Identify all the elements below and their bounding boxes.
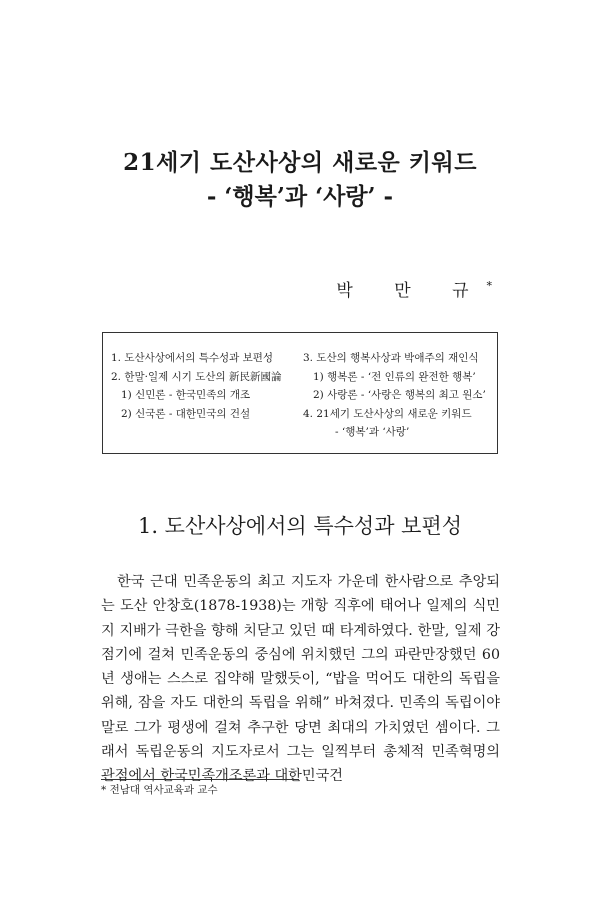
toc-right-column (303, 349, 486, 442)
footnote: * 전남대 역사교육과 교수 (101, 784, 218, 796)
toc-item-4: 4. 21세기 도산사상의 새로운 키워드 (303, 407, 472, 420)
paper-title: 21세기 도산사상의 새로운 키워드 (123, 149, 477, 176)
toc-item-2-1: 1) 신민론 - 한국민족의 개조 (121, 389, 251, 401)
author (336, 276, 492, 301)
table-of-contents (102, 332, 498, 454)
author-footnote-mark: * (486, 279, 492, 293)
toc-item-3: 3. 도산의 행복사상과 박애주의 재인식 (303, 352, 479, 364)
author-name: 박 만 규 (336, 281, 487, 301)
toc-left-column (111, 349, 282, 423)
body-paragraph: 한국 근대 민족운동의 최고 지도자 가운데 한사람으로 추앙되는 도산 안창호(1878-1938)는 개항 직후에 태어나 일제의 식민지 지배가 극한을 향해 치닫고 있던 때 타계하였다. 한말, 일제 강점기에 걸쳐 민족운동의 중심에 위치했던 그의 파란만장했던 60년 생애는 스스로 집약해 말했듯이, “밥을 먹어도 대한의 독립을 위해, 잠을 자도 대한의 독립을 위해” 바쳐졌다. 민족의 독립이야말로 그가 평생에 걸쳐 추구한 당면 최대의 가치였던 셈이다. 그래서 독립운동의 지도자로서 그는 일찍부터 총체적 민족혁명의 관점에서 한국민족개조론과 대한민국건 (101, 574, 500, 785)
footnote-divider (101, 779, 299, 780)
toc-item-3-2: 2) 사랑론 - ‘사랑은 행복의 최고 원소’ (313, 389, 486, 401)
toc-item-2-2: 2) 신국론 - 대한민국의 건설 (121, 407, 251, 420)
section-heading: 1. 도산사상에서의 특수성과 보편성 (137, 514, 463, 538)
paper-subtitle: - ‘행복’과 ‘사랑’ - (206, 183, 394, 210)
toc-item-3-1: 1) 행복론 - ‘전 인류의 완전한 행복’ (313, 370, 476, 383)
title-block (0, 148, 600, 212)
toc-item-4-subtitle: - ‘행복’과 ‘사랑’ (335, 426, 410, 438)
toc-item-1: 1. 도산사상에서의 특수성과 보편성 (111, 352, 274, 364)
toc-item-2: 2. 한말·일제 시기 도산의 新民新國論 (111, 370, 282, 383)
